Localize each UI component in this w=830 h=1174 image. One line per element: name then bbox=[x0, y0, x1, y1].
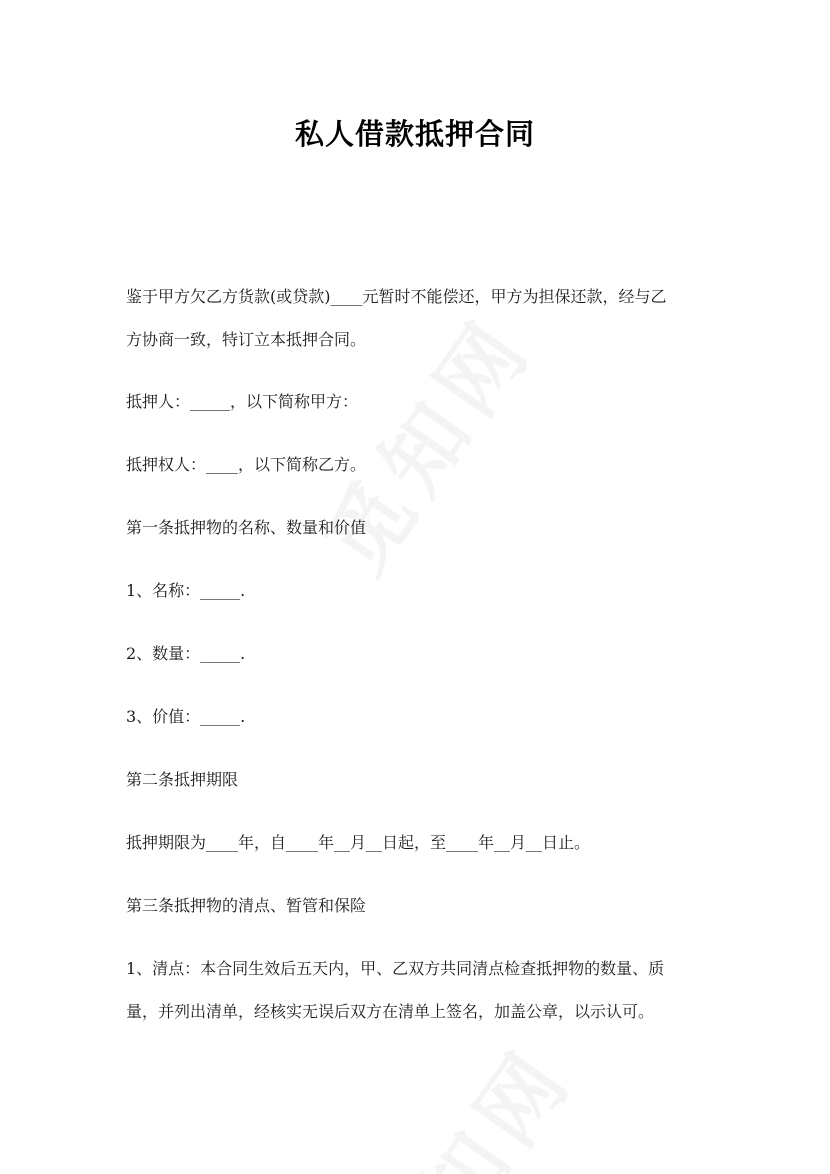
paragraph-inventory-line1: 1、清点：本合同生效后五天内，甲、乙双方共同清点检查抵押物的数量、质 bbox=[126, 959, 665, 978]
paragraph-preamble-line1: 鉴于甲方欠乙方货款(或贷款)____元暂时不能偿还，甲方为担保还款，经与乙 bbox=[126, 287, 667, 306]
list-item-name: 1、名称：_____. bbox=[126, 581, 246, 600]
paragraph-inventory-line2: 量，并列出清单，经核实无误后双方在清单上签名，加盖公章，以示认可。 bbox=[126, 1002, 655, 1021]
section-heading-2: 第二条抵押期限 bbox=[126, 770, 239, 789]
section-heading-3: 第三条抵押物的清点、暂管和保险 bbox=[126, 896, 367, 915]
paragraph-mortgagee: 抵押权人：____，以下简称乙方。 bbox=[126, 455, 367, 474]
watermark bbox=[332, 1018, 596, 1174]
document-title: 私人借款抵押合同 bbox=[294, 117, 535, 151]
list-item-quantity: 2、数量：_____. bbox=[126, 644, 246, 663]
paragraph-preamble-line2: 方协商一致，特订立本抵押合同。 bbox=[126, 330, 367, 349]
paragraph-term: 抵押期限为____年，自____年__月__日起，至____年__月__日止。 bbox=[126, 833, 591, 852]
section-heading-1: 第一条抵押物的名称、数量和价值 bbox=[126, 518, 367, 537]
list-item-value: 3、价值：_____. bbox=[126, 707, 246, 726]
paragraph-mortgagor: 抵押人：_____，以下简称甲方： bbox=[126, 392, 359, 411]
